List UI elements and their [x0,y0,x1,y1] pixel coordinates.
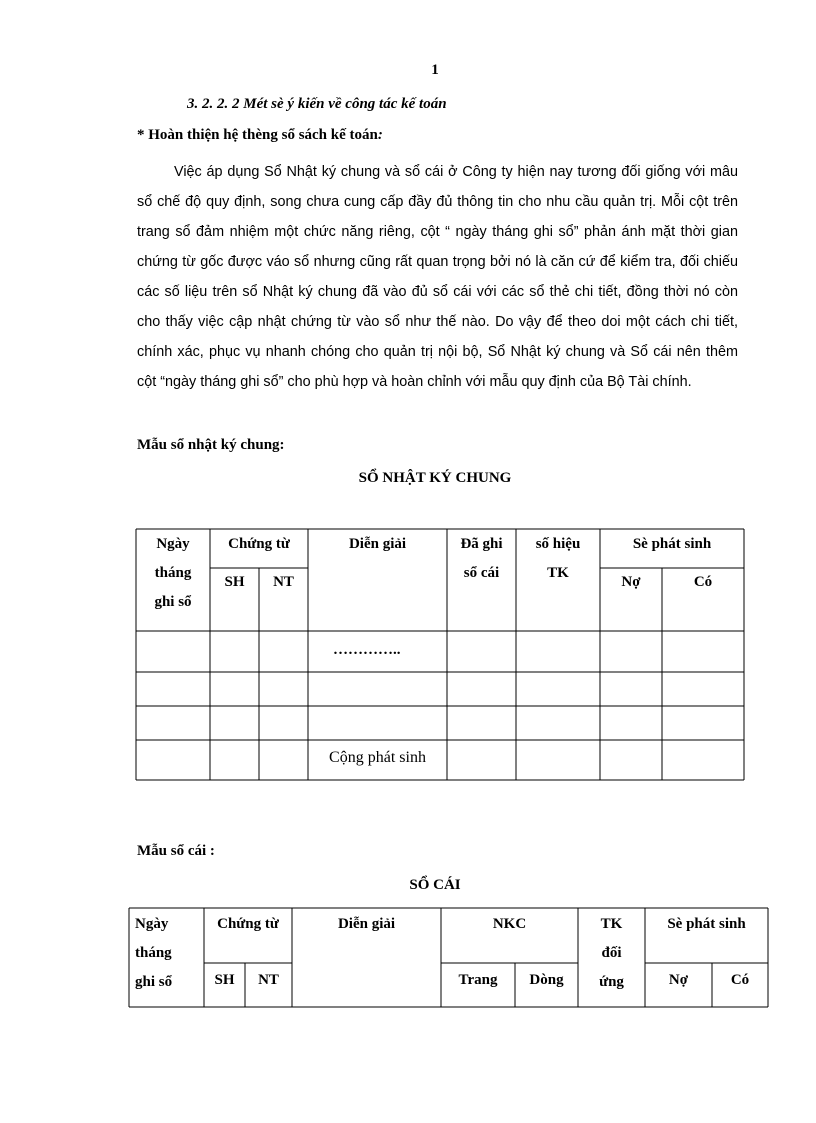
section-heading: 3. 2. 2. 2 Mét sè ý kiến về công tác kế toán [187,96,447,112]
ledger-col-voucher: Chứng từ [217,916,279,932]
ledger-col-page: Trang [458,972,498,988]
journal-col-desc: Diễn giải [348,536,407,552]
journal-total-label: Cộng phát sinh [329,749,426,766]
journal-col-debit: Nợ [621,574,641,590]
ledger-col-debit: Nợ [668,972,689,988]
ledger-col-credit: Có [730,972,750,988]
journal-row-ellipsis: ………….. [333,642,401,658]
journal-col-nt: NT [273,574,294,590]
ledger-col-sh: SH [214,972,235,988]
journal-col-account: số hiệu TK [535,536,581,581]
journal-col-credit: Có [693,574,713,590]
sub-heading-colon: : [377,127,383,143]
journal-sample-label: Mẫu sổ nhật ký chung: [137,437,285,453]
ledger-title: SỔ CÁI [409,877,461,893]
journal-col-posted: Đã ghi sổ cái [460,536,503,581]
ledger-col-nt: NT [258,972,279,988]
ledger-col-nkc: NKC [492,916,527,932]
body-paragraph: Việc áp dụng Sổ Nhật ký chung và sổ cái ở Công ty hiện nay tương đối giống với mâu sổ chế độ quy định, song chưa cung cấp đầy đủ thông tin cho nhu cầu quản trị. Mỗi cột trên trang sổ đảm nhiệm một chức năng riêng, cột “ ngày tháng ghi sổ” phản ánh mặt thời gian chứng từ gốc được váo sổ nhưng cũng rất quan trọng bởi nó là căn cứ để kiểm tra, đối chiếu các số liệu trên sổ Nhật ký chung đã vào đủ sổ cái với các sổ thẻ chi tiết, đồng thời nó còn cho thấy việc cập nhật chứng từ vào sổ như thế nào. Do vậy để theo doi một cách chi tiết, chính xác, phục vụ nhanh chóng cho quản trị nội bộ, Sổ Nhật ký chung và Sổ cái nên thêm cột “ngày tháng ghi sổ” cho phù hợp và hoàn chỉnh với mẫu quy định của Bộ Tài chính. [137,164,738,390]
journal-col-date: Ngày tháng ghi sổ [154,536,192,610]
ledger-col-line: Dòng [529,972,564,988]
ledger-col-contra: TK đối ứng [599,916,624,990]
page-number: 1 [431,62,439,78]
journal-col-sh: SH [224,574,245,590]
ledger-sample-label: Mẫu sổ cái : [137,843,215,859]
sub-heading-text: * Hoàn thiện hệ thèng sổ sách kế toán [137,127,378,143]
ledger-col-date: Ngày tháng ghi sổ [135,916,173,990]
journal-title: SỔ NHẬT KÝ CHUNG [358,470,512,486]
ledger-col-desc: Diễn giải [337,916,396,932]
ledger-col-amount: Sè phát sinh [667,916,746,932]
journal-col-amount: Sè phát sinh [632,536,712,552]
journal-col-voucher: Chứng từ [228,536,290,552]
